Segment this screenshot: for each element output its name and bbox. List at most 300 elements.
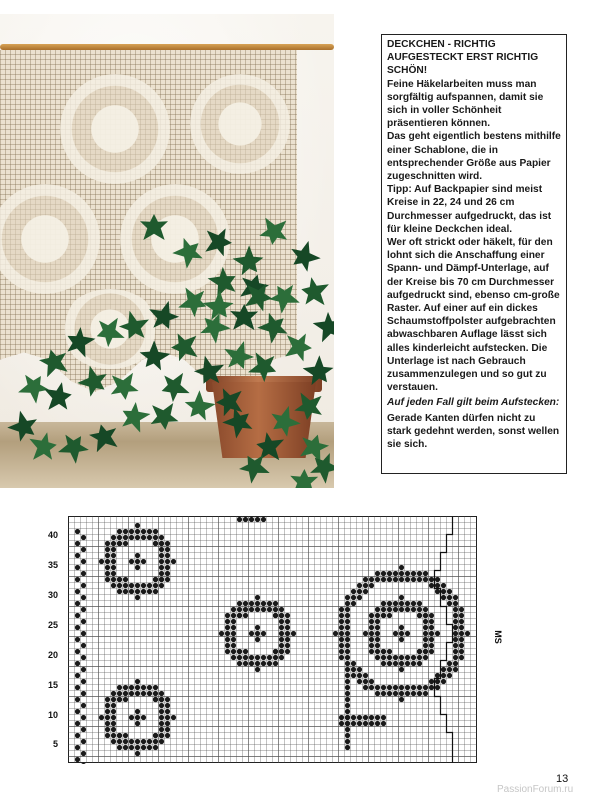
filled-cell [111, 727, 116, 732]
filled-cell [159, 721, 164, 726]
filled-cell [453, 661, 458, 666]
filled-cell [429, 685, 434, 690]
row-label: 10 [47, 710, 58, 720]
filled-cell [111, 535, 116, 540]
filled-cell [411, 655, 416, 660]
row-label: 25 [47, 620, 58, 630]
filled-cell [159, 727, 164, 732]
crochet-chart [0, 508, 600, 800]
filled-cell [75, 649, 80, 654]
filled-cell [129, 685, 134, 690]
filled-cell [123, 577, 128, 582]
filled-cell [135, 721, 140, 726]
filled-cell [153, 733, 158, 738]
filled-cell [123, 697, 128, 702]
filled-cell [147, 745, 152, 750]
filled-cell [105, 709, 110, 714]
filled-cell [255, 595, 260, 600]
filled-cell [453, 613, 458, 618]
filled-cell [267, 655, 272, 660]
filled-cell [75, 613, 80, 618]
filled-cell [237, 607, 242, 612]
filled-cell [369, 625, 374, 630]
crochet-grid [68, 516, 478, 764]
filled-cell [243, 655, 248, 660]
filled-cell [363, 685, 368, 690]
filled-cell [399, 691, 404, 696]
filled-cell [279, 649, 284, 654]
filled-cell [105, 715, 110, 720]
filled-cell [399, 625, 404, 630]
filled-cell [369, 613, 374, 618]
filled-cell [435, 679, 440, 684]
filled-cell [141, 529, 146, 534]
filled-cell [123, 535, 128, 540]
filled-cell [141, 583, 146, 588]
filled-cell [273, 607, 278, 612]
filled-cell [81, 631, 86, 636]
filled-cell [123, 589, 128, 594]
filled-cell [111, 553, 116, 558]
filled-cell [393, 685, 398, 690]
filled-cell [435, 631, 440, 636]
filled-cell [111, 577, 116, 582]
filled-cell [159, 703, 164, 708]
filled-cell [105, 559, 110, 564]
filled-cell [429, 679, 434, 684]
filled-cell [345, 637, 350, 642]
filled-cell [165, 541, 170, 546]
filled-cell [75, 589, 80, 594]
filled-cell [405, 607, 410, 612]
filled-cell [105, 697, 110, 702]
filled-cell [135, 595, 140, 600]
filled-cell [423, 691, 428, 696]
filled-cell [387, 685, 392, 690]
filled-cell [393, 655, 398, 660]
filled-cell [135, 535, 140, 540]
filled-cell [459, 649, 464, 654]
filled-cell [369, 631, 374, 636]
filled-cell [81, 679, 86, 684]
filled-cell [399, 565, 404, 570]
filled-cell [159, 571, 164, 576]
filled-cell [453, 655, 458, 660]
filled-cell [117, 583, 122, 588]
filled-cell [435, 589, 440, 594]
filled-cell [423, 607, 428, 612]
filled-cell [123, 685, 128, 690]
filled-cell [165, 703, 170, 708]
filled-cell [135, 739, 140, 744]
filled-cell [81, 571, 86, 576]
filled-cell [345, 625, 350, 630]
filled-cell [447, 589, 452, 594]
filled-cell [375, 721, 380, 726]
filled-cell [255, 655, 260, 660]
filled-cell [417, 577, 422, 582]
info-paragraph: Das geht eigentlich bestens mithilfe einer Schablone, die in entsprechender Größe aus Papier zugeschnitten wird. [387, 131, 561, 183]
filled-cell [141, 685, 146, 690]
filled-cell [393, 601, 398, 606]
filled-cell [345, 679, 350, 684]
filled-cell [369, 721, 374, 726]
filled-cell [381, 661, 386, 666]
filled-cell [99, 715, 104, 720]
filled-cell [273, 649, 278, 654]
filled-cell [399, 685, 404, 690]
filled-cell [111, 697, 116, 702]
filled-cell [159, 553, 164, 558]
filled-cell [135, 523, 140, 528]
filled-cell [123, 745, 128, 750]
filled-cell [117, 685, 122, 690]
filled-cell [135, 589, 140, 594]
filled-cell [345, 655, 350, 660]
filled-cell [339, 637, 344, 642]
filled-cell [165, 559, 170, 564]
filled-cell [81, 751, 86, 756]
filled-cell [363, 721, 368, 726]
filled-cell [117, 535, 122, 540]
filled-cell [381, 655, 386, 660]
filled-cell [369, 715, 374, 720]
filled-cell [273, 655, 278, 660]
filled-cell [249, 661, 254, 666]
filled-cell [135, 679, 140, 684]
filled-cell [387, 661, 392, 666]
filled-cell [375, 685, 380, 690]
filled-cell [165, 547, 170, 552]
filled-cell [219, 631, 224, 636]
filled-cell [447, 661, 452, 666]
filled-cell [351, 601, 356, 606]
filled-cell [423, 655, 428, 660]
filled-cell [135, 751, 140, 756]
info-final: Gerade Kanten dürfen nicht zu stark gedehnt werden, sonst wellen sie sich. [387, 412, 560, 451]
filled-cell [393, 691, 398, 696]
filled-cell [423, 625, 428, 630]
filled-cell [399, 655, 404, 660]
filled-cell [123, 529, 128, 534]
filled-cell [171, 559, 176, 564]
filled-cell [153, 745, 158, 750]
filled-cell [225, 649, 230, 654]
filled-cell [411, 691, 416, 696]
filled-cell [405, 661, 410, 666]
filled-cell [153, 583, 158, 588]
filled-cell [387, 655, 392, 660]
filled-cell [117, 733, 122, 738]
filled-cell [165, 709, 170, 714]
filled-cell [147, 583, 152, 588]
filled-cell [105, 727, 110, 732]
filled-cell [381, 715, 386, 720]
filled-cell [285, 625, 290, 630]
filled-cell [159, 577, 164, 582]
filled-cell [381, 721, 386, 726]
filled-cell [249, 607, 254, 612]
filled-cell [345, 613, 350, 618]
filled-cell [453, 619, 458, 624]
filled-cell [159, 565, 164, 570]
filled-cell [135, 715, 140, 720]
filled-cell [81, 607, 86, 612]
filled-cell [105, 553, 110, 558]
filled-cell [249, 655, 254, 660]
filled-cell [129, 559, 134, 564]
filled-cell [279, 655, 284, 660]
filled-cell [159, 559, 164, 564]
filled-cell [345, 721, 350, 726]
filled-cell [399, 571, 404, 576]
filled-cell [165, 571, 170, 576]
filled-cell [369, 577, 374, 582]
row-label: 5 [52, 739, 58, 749]
filled-cell [351, 715, 356, 720]
filled-cell [423, 619, 428, 624]
filled-cell [75, 529, 80, 534]
filled-cell [237, 601, 242, 606]
filled-cell [141, 745, 146, 750]
filled-cell [441, 583, 446, 588]
filled-cell [255, 637, 260, 642]
filled-cell [225, 637, 230, 642]
filled-cell [369, 649, 374, 654]
filled-cell [159, 709, 164, 714]
filled-cell [387, 613, 392, 618]
filled-cell [411, 601, 416, 606]
filled-cell [255, 667, 260, 672]
filled-cell [231, 613, 236, 618]
filled-cell [141, 589, 146, 594]
filled-cell [279, 625, 284, 630]
filled-cell [255, 661, 260, 666]
filled-cell [369, 679, 374, 684]
filled-cell [81, 763, 86, 764]
filled-cell [117, 541, 122, 546]
filled-cell [243, 607, 248, 612]
filled-cell [363, 631, 368, 636]
filled-cell [117, 697, 122, 702]
filled-cell [381, 607, 386, 612]
row-label: 15 [47, 680, 58, 690]
filled-cell [279, 607, 284, 612]
filled-cell [75, 745, 80, 750]
filled-cell [393, 607, 398, 612]
filled-cell [75, 661, 80, 666]
filled-cell [279, 637, 284, 642]
filled-cell [81, 595, 86, 600]
filled-cell [231, 631, 236, 636]
filled-cell [381, 571, 386, 576]
filled-cell [279, 631, 284, 636]
filled-cell [105, 565, 110, 570]
filled-cell [375, 715, 380, 720]
filled-cell [243, 517, 248, 522]
filled-cell [165, 721, 170, 726]
filled-cell [405, 691, 410, 696]
info-subhead: Auf jeden Fall gilt beim Aufstecken: [387, 397, 560, 409]
filled-cell [339, 721, 344, 726]
filled-cell [81, 643, 86, 648]
filled-cell [345, 673, 350, 678]
filled-cell [255, 607, 260, 612]
filled-cell [111, 583, 116, 588]
filled-cell [153, 739, 158, 744]
filled-cell [111, 565, 116, 570]
filled-cell [279, 613, 284, 618]
filled-cell [135, 565, 140, 570]
filled-cell [399, 595, 404, 600]
filled-cell [153, 589, 158, 594]
filled-cell [105, 721, 110, 726]
filled-cell [153, 529, 158, 534]
filled-cell [405, 631, 410, 636]
filled-cell [165, 577, 170, 582]
filled-cell [159, 715, 164, 720]
filled-cell [375, 619, 380, 624]
filled-cell [147, 535, 152, 540]
filled-cell [375, 643, 380, 648]
filled-cell [375, 655, 380, 660]
filled-cell [381, 601, 386, 606]
filled-cell [381, 685, 386, 690]
filled-cell [231, 607, 236, 612]
filled-cell [129, 691, 134, 696]
filled-cell [375, 607, 380, 612]
filled-cell [135, 745, 140, 750]
filled-cell [117, 589, 122, 594]
filled-cell [231, 619, 236, 624]
filled-cell [453, 643, 458, 648]
filled-cell [225, 631, 230, 636]
filled-cell [105, 733, 110, 738]
side-label: MS [492, 630, 503, 644]
filled-cell [351, 673, 356, 678]
filled-cell [363, 715, 368, 720]
filled-cell [453, 631, 458, 636]
filled-cell [429, 625, 434, 630]
filled-cell [405, 577, 410, 582]
filled-cell [405, 571, 410, 576]
filled-cell [411, 571, 416, 576]
filled-cell [255, 625, 260, 630]
filled-cell [345, 733, 350, 738]
filled-cell [255, 517, 260, 522]
filled-cell [81, 559, 86, 564]
filled-cell [387, 571, 392, 576]
filled-cell [411, 577, 416, 582]
filled-cell [243, 613, 248, 618]
filled-cell [171, 715, 176, 720]
filled-cell [231, 625, 236, 630]
filled-cell [153, 577, 158, 582]
filled-cell [369, 685, 374, 690]
info-paragraph: Wer oft strickt oder häkelt, für den lohnt sich die Anschaffung einer Spann- und Dämpf-Unterlage, auf der Kreise bis 70 cm Durchmesser aufgedruckt sind, ebenso cm-große Raster. Auf einer auf ein dickes Schaumstoffpolster aufgebrachten abwaschbaren Auflage lässt sich alles kinderleicht aufstecken. Die Unterlage ist nach Gebrauch zusammenzulegen und so gut zu verstauen. [387, 237, 560, 394]
filled-cell [159, 541, 164, 546]
filled-cell [75, 553, 80, 558]
filled-cell [147, 529, 152, 534]
filled-cell [339, 643, 344, 648]
filled-cell [345, 595, 350, 600]
filled-cell [345, 727, 350, 732]
filled-cell [399, 697, 404, 702]
page-number: 13 [556, 773, 569, 785]
filled-cell [429, 619, 434, 624]
filled-cell [345, 685, 350, 690]
filled-cell [285, 613, 290, 618]
filled-cell [459, 655, 464, 660]
filled-cell [435, 685, 440, 690]
filled-cell [159, 691, 164, 696]
filled-cell [459, 643, 464, 648]
filled-cell [141, 691, 146, 696]
filled-cell [357, 595, 362, 600]
filled-cell [387, 607, 392, 612]
filled-cell [267, 661, 272, 666]
filled-cell [111, 571, 116, 576]
info-box [381, 34, 567, 474]
filled-cell [75, 601, 80, 606]
filled-cell [81, 691, 86, 696]
filled-cell [225, 643, 230, 648]
filled-cell [339, 607, 344, 612]
filled-cell [351, 589, 356, 594]
filled-cell [423, 637, 428, 642]
filled-cell [459, 637, 464, 642]
filled-cell [423, 649, 428, 654]
filled-cell [147, 691, 152, 696]
filled-cell [153, 685, 158, 690]
curtain-rod [0, 44, 334, 50]
filled-cell [423, 643, 428, 648]
row-label: 30 [47, 590, 58, 600]
filled-cell [375, 577, 380, 582]
filled-cell [345, 619, 350, 624]
filled-cell [147, 589, 152, 594]
filled-cell [345, 631, 350, 636]
filled-cell [339, 715, 344, 720]
filled-cell [153, 697, 158, 702]
curtain-photo [0, 14, 334, 488]
filled-cell [417, 607, 422, 612]
filled-cell [399, 577, 404, 582]
filled-cell [357, 721, 362, 726]
filled-cell [375, 649, 380, 654]
filled-cell [237, 661, 242, 666]
filled-cell [153, 535, 158, 540]
filled-cell [441, 667, 446, 672]
filled-cell [123, 691, 128, 696]
filled-cell [435, 577, 440, 582]
filled-cell [411, 685, 416, 690]
filled-cell [249, 517, 254, 522]
info-paragraph: Tipp: Auf Backpapier sind meist Kreise in 22, 24 und 26 cm Durchmesser aufgedruckt, das ist für kleine Deckchen ideal. [387, 184, 552, 235]
filled-cell [447, 667, 452, 672]
filled-cell [135, 553, 140, 558]
filled-cell [75, 577, 80, 582]
filled-cell [339, 631, 344, 636]
filled-cell [453, 601, 458, 606]
filled-cell [75, 697, 80, 702]
filled-cell [123, 733, 128, 738]
filled-cell [375, 613, 380, 618]
filled-cell [129, 739, 134, 744]
filled-cell [237, 613, 242, 618]
filled-cell [111, 541, 116, 546]
filled-cell [441, 673, 446, 678]
